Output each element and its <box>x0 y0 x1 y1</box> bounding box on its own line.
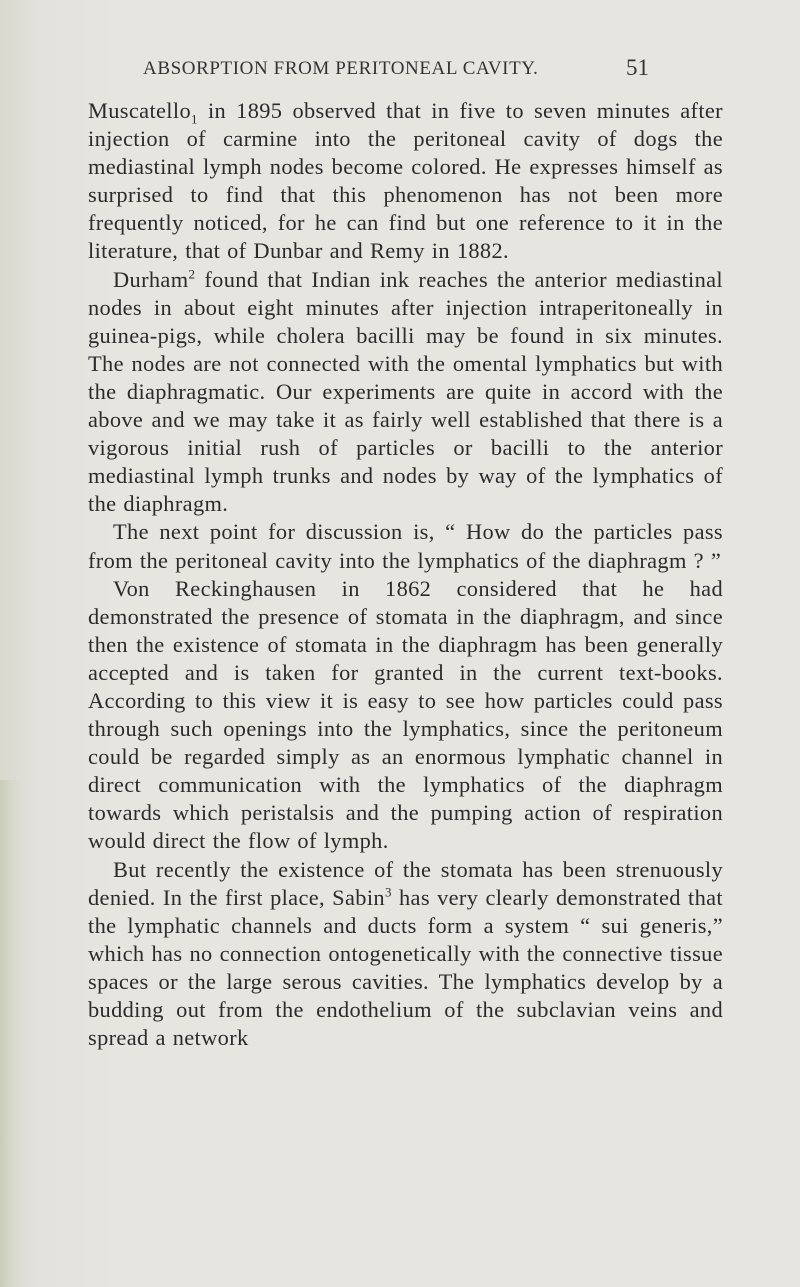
author-durham: Durham <box>113 266 189 292</box>
paragraph-sabin-text: has very clearly demonstrated that the lymphatic channels and ducts form a system “ sui generis,” which has no connection ontogenetically with the connective tissue spaces or the large serous cavities. The lymphatics develop by a budding out from the endothelium of the subclavian veins and spread a network <box>88 884 723 1051</box>
paragraph-muscatello <box>88 97 723 266</box>
footnote-ref-3: 3 <box>384 884 392 900</box>
running-title: ABSORPTION FROM PERITONEAL CAVITY. <box>143 58 539 79</box>
page-edge-stain <box>0 780 22 1287</box>
paragraph-muscatello-text: in 1895 observed that in five to seven minutes after injection of carmine into the peritoneal cavity of dogs the mediastinal lymph nodes become colored. He expresses himself as surprised to find that this phenomenon has not been more frequently noticed, for he can find but one reference to it in the literature, that of Dunbar and Remy in 1882. <box>88 98 723 264</box>
paragraph-next-point: The next point for discussion is, “ How do the particles pass from the peritoneal cavity into the lymphatics of the diaphragm ? ” <box>88 519 723 573</box>
page-header <box>143 55 649 84</box>
paragraph-reckinghausen: Von Reckinghausen in 1862 considered that he had demonstrated the presence of stomata in the diaphragm, and since then the existence of stomata in the diaphragm has been generally accepted and is taken for granted in the current text-books. According to this view it is easy to see how particles could pass through such openings into the lymphatics, since the peritoneum could be regarded simply as an enormous lymphatic channel in direct communication with the lymphatics of the diaphragm towards which peristalsis and the pumping action of respiration would direct the flow of lymph. <box>88 575 723 854</box>
footnote-ref-2: 2 <box>188 266 196 282</box>
paragraph-sabin <box>88 856 723 1053</box>
page-number: 51 <box>626 55 649 80</box>
paragraph-durham-text: found that Indian ink reaches the anterior mediastinal nodes in about eight minutes after injection intraperitoneally in guinea-pigs, while cholera bacilli may be found in six minutes. The nodes are not connected with the omental lymphatics but with the diaphragmatic. Our experiments are quite in accord with the above and we may take it as fairly well established that there is a vigorous initial rush of particles or bacilli to the anterior mediastinal lymph trunks and nodes by way of the lymphatics of the diaphragm. <box>88 266 723 517</box>
footnote-ref-1: 1 <box>191 111 198 127</box>
paragraph-sabin-lead: But recently the existence of the stomata has been strenuously denied. In the first place, Sabin <box>88 856 723 910</box>
author-muscatello: Muscatello <box>88 98 191 123</box>
paragraph-durham <box>88 266 723 519</box>
body-text <box>88 97 723 1052</box>
